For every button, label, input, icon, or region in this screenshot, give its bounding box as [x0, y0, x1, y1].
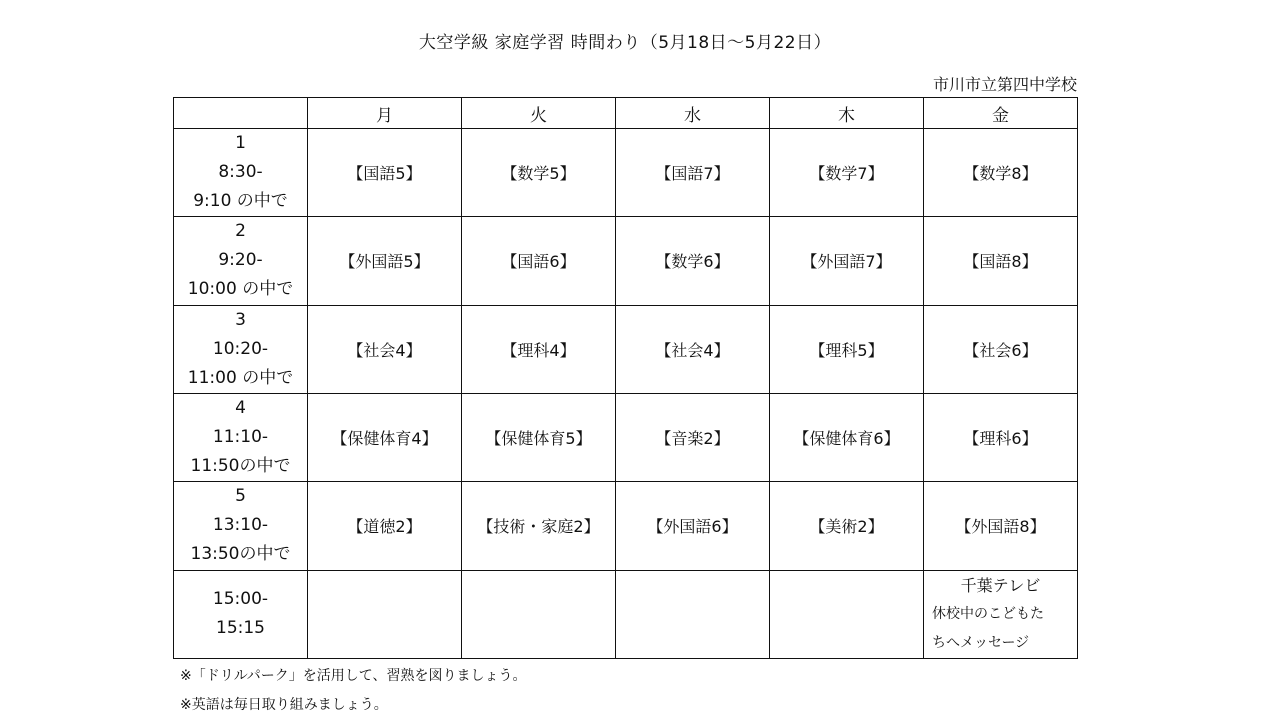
- period-label: [174, 482, 308, 570]
- period-row-2: [174, 217, 1078, 305]
- subject-cell: 【道徳2】: [308, 482, 462, 570]
- day-header-thu: 木: [770, 98, 924, 129]
- subject-cell: 【外国語5】: [308, 217, 462, 305]
- period-start: 13:10-: [212, 515, 269, 536]
- period-number: 5: [235, 486, 246, 507]
- subject-cell: 【外国語7】: [770, 217, 924, 305]
- empty-cell: [308, 570, 462, 658]
- subject-cell: 【数学8】: [924, 129, 1078, 217]
- period-label: [174, 129, 308, 217]
- period-number: 3: [235, 309, 246, 330]
- period-end: 11:00 の中で: [187, 367, 294, 388]
- subject-cell: 【数学6】: [616, 217, 770, 305]
- subject-cell: 【数学5】: [462, 129, 616, 217]
- period-label: [174, 217, 308, 305]
- period-start: 10:20-: [212, 338, 269, 359]
- period-start: 11:10-: [212, 427, 269, 448]
- subject-cell: 【社会4】: [308, 305, 462, 393]
- period-end: 10:00 の中で: [187, 279, 294, 300]
- period-label: [174, 393, 308, 481]
- period-end: 11:50の中で: [190, 456, 291, 477]
- day-header-fri: 金: [924, 98, 1078, 129]
- subject-cell: 【社会6】: [924, 305, 1078, 393]
- empty-cell: [616, 570, 770, 658]
- subject-cell: 【外国語8】: [924, 482, 1078, 570]
- period-row-3: [174, 305, 1078, 393]
- day-header-tue: 火: [462, 98, 616, 129]
- tv-row: [174, 570, 1078, 658]
- subject-cell: 【数学7】: [770, 129, 924, 217]
- empty-cell: [770, 570, 924, 658]
- empty-cell: [462, 570, 616, 658]
- school-name: 市川市立第四中学校: [932, 75, 1077, 94]
- period-label: [174, 305, 308, 393]
- subject-cell: 【保健体育5】: [462, 393, 616, 481]
- subject-cell: 【理科6】: [924, 393, 1078, 481]
- period-start: 9:20-: [218, 250, 263, 271]
- period-end: 15:15: [216, 618, 265, 639]
- subject-cell: 【国語5】: [308, 129, 462, 217]
- notes: [180, 662, 526, 720]
- subject-cell: 【保健体育4】: [308, 393, 462, 481]
- period-number: 1: [235, 133, 246, 154]
- period-row-4: [174, 393, 1078, 481]
- period-end: 13:50の中で: [190, 544, 291, 565]
- subject-cell: 【国語8】: [924, 217, 1078, 305]
- tv-message-cell: [924, 570, 1078, 658]
- period-row-1: [174, 129, 1078, 217]
- subject-cell: 【外国語6】: [616, 482, 770, 570]
- day-header-mon: 月: [308, 98, 462, 129]
- subject-cell: 【技術・家庭2】: [462, 482, 616, 570]
- subject-cell: 【社会4】: [616, 305, 770, 393]
- note-line-2: ※英語は毎日取り組みましょう。: [180, 697, 388, 713]
- subject-cell: 【保健体育6】: [770, 393, 924, 481]
- subject-cell: 【理科5】: [770, 305, 924, 393]
- subject-cell: 【国語6】: [462, 217, 616, 305]
- page-title: 大空学級 家庭学習 時間わり（5月18日〜5月22日）: [418, 33, 832, 53]
- subject-cell: 【美術2】: [770, 482, 924, 570]
- period-row-5: [174, 482, 1078, 570]
- tv-desc-line-2: ちへメッセージ: [932, 634, 1030, 651]
- tv-title: 千葉テレビ: [960, 575, 1041, 595]
- period-end: 9:10 の中で: [193, 191, 288, 212]
- header-row: [174, 98, 1078, 129]
- day-header-wed: 水: [616, 98, 770, 129]
- period-number: 2: [235, 221, 246, 242]
- period-start: 15:00-: [212, 589, 269, 610]
- subject-cell: 【国語7】: [616, 129, 770, 217]
- period-label: [174, 570, 308, 658]
- period-start: 8:30-: [218, 162, 263, 183]
- note-line-1: ※「ドリルパーク」を活用して、習熟を図りましょう。: [180, 668, 527, 684]
- subject-cell: 【理科4】: [462, 305, 616, 393]
- period-number: 4: [235, 398, 246, 419]
- timetable: [173, 97, 1078, 659]
- tv-desc-line-1: 休校中のこどもた: [932, 605, 1044, 622]
- subject-cell: 【音楽2】: [616, 393, 770, 481]
- corner-cell: [174, 98, 308, 129]
